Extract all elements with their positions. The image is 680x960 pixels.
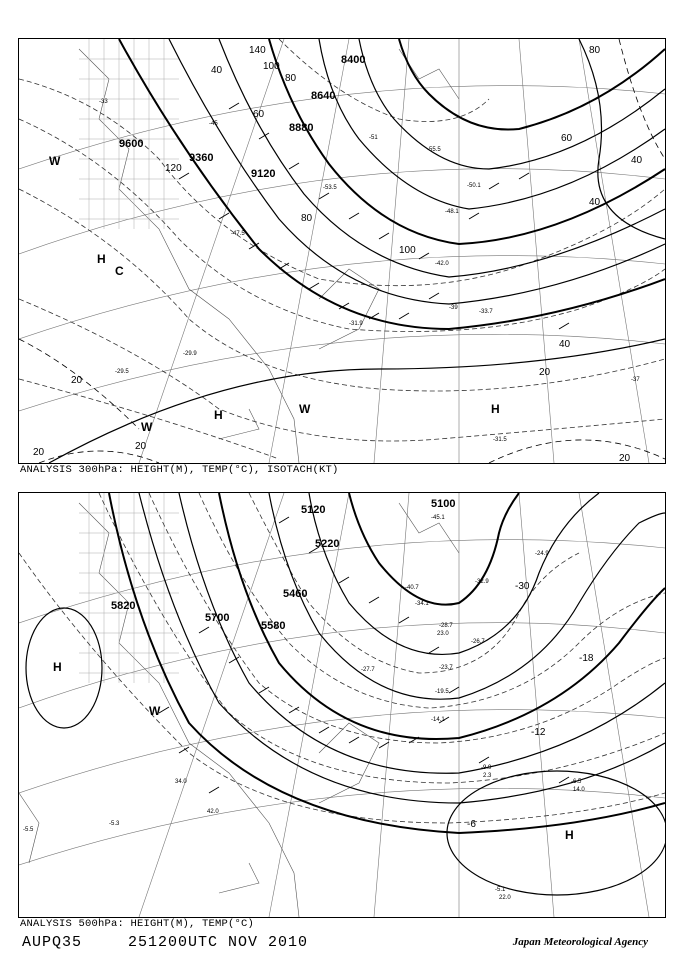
temp-label: -45 [209, 121, 218, 127]
temp-label: -24.9 [535, 551, 549, 557]
warm-center: W [299, 402, 311, 416]
isotach-label: 20 [33, 447, 45, 458]
warm-center: W [149, 704, 161, 718]
height-label-9600: 9600 [119, 138, 144, 150]
temp-label: -45.1 [431, 515, 445, 521]
isotherm-label: -12 [531, 727, 546, 738]
isotach-label: 80 [589, 45, 601, 56]
height-label-5460: 5460 [283, 588, 308, 600]
temp-label: -48.1 [445, 209, 459, 215]
temp-label: -33.7 [479, 309, 493, 315]
temp-label: -5.3 [109, 821, 120, 827]
isotherms [19, 39, 665, 459]
temp-label: 23.0 [437, 631, 449, 637]
height-label-5100: 5100 [431, 498, 456, 510]
terrain-hatch [79, 493, 179, 683]
terrain-hatch [79, 39, 179, 229]
warm-center: W [49, 154, 61, 168]
wind-barbs [159, 517, 569, 793]
coastline [79, 49, 459, 463]
isotherm-label: -6 [467, 819, 476, 830]
isotach-label: 20 [539, 367, 551, 378]
high-center: H [214, 408, 223, 422]
height-label-5120: 5120 [301, 504, 326, 516]
temp-label: -14.1 [431, 717, 445, 723]
temp-label: 2.3 [483, 773, 492, 779]
isotach-label: 100 [399, 245, 416, 256]
temp-label: -42.0 [435, 261, 449, 267]
temp-label: -5.5 [23, 827, 34, 833]
isotach-label: 60 [253, 109, 265, 120]
isotach-label: 20 [619, 453, 631, 463]
graticule [19, 493, 665, 917]
height-labels [111, 498, 455, 632]
isotach-label: 40 [559, 339, 571, 350]
temp-label: -33 [99, 99, 108, 105]
height-label-9360: 9360 [189, 152, 214, 164]
temp-label: 34.0 [175, 779, 187, 785]
isotach-label: 60 [561, 133, 573, 144]
height-label-8640: 8640 [311, 90, 336, 102]
pressure-centers [53, 660, 574, 842]
temp-label: 14.0 [573, 787, 585, 793]
bulletin-code: AUPQ35 [22, 934, 83, 951]
isotach-label: 80 [285, 73, 297, 84]
temp-label: -28.7 [439, 623, 453, 629]
temp-label: -53.5 [323, 185, 337, 191]
upper-map-300hpa-canvas [19, 39, 665, 463]
agency-name: Japan Meteorological Agency [512, 936, 648, 948]
temp-label: -6.5 [571, 779, 582, 785]
temp-label: 22.0 [499, 895, 511, 901]
cold-center: C [115, 264, 124, 278]
isotherm-label: -30 [515, 581, 530, 592]
temp-label: -26.7 [471, 639, 485, 645]
height-label-5820: 5820 [111, 600, 136, 612]
isotach-label: 40 [589, 197, 601, 208]
height-label-5700: 5700 [205, 612, 230, 624]
pressure-centers [49, 154, 500, 434]
temp-label: -19.5 [435, 689, 449, 695]
high-center: H [565, 828, 574, 842]
temp-label: -5.1 [495, 887, 506, 893]
analysis-datetime: 251200UTC NOV 2010 [128, 934, 309, 951]
temp-label: -31.5 [493, 437, 507, 443]
isotach-label: 20 [135, 441, 147, 452]
temp-label: -9.9 [481, 765, 492, 771]
temp-label: -23.7 [439, 665, 453, 671]
temp-label: -27.7 [361, 667, 375, 673]
height-label-8400: 8400 [341, 54, 366, 66]
temp-label: -47.5 [231, 231, 245, 237]
isotach-label: 80 [301, 213, 313, 224]
temp-label: 42.0 [207, 809, 219, 815]
isotach-label: 100 [263, 61, 280, 72]
temp-label: -40.7 [405, 585, 419, 591]
coastline [19, 503, 459, 917]
upper-map-500hpa-canvas [19, 493, 665, 917]
isotherm-label: -18 [579, 653, 594, 664]
high-center: H [97, 252, 106, 266]
isotach-label: 40 [211, 65, 223, 76]
height-label-5220: 5220 [315, 538, 340, 550]
isotach-label: 120 [165, 163, 182, 174]
isotach-label: 140 [249, 45, 266, 56]
temp-label: -34.1 [415, 601, 429, 607]
height-label-9120: 9120 [251, 168, 276, 180]
upper-map-500hpa [18, 492, 666, 918]
isotach-label: 20 [71, 375, 83, 386]
temp-label: -29.5 [115, 369, 129, 375]
temp-label: -51 [369, 135, 378, 141]
temp-label: -32.9 [475, 579, 489, 585]
isotach-label: 40 [631, 155, 643, 166]
temp-label: -31.9 [349, 321, 363, 327]
high-center: H [491, 402, 500, 416]
temp-label: -50.1 [467, 183, 481, 189]
warm-center: W [141, 420, 153, 434]
temp-label: -39 [449, 305, 458, 311]
height-contours [49, 39, 665, 463]
temp-label: -37 [631, 377, 640, 383]
lower-map-caption: ANALYSIS 500hPa: HEIGHT(M), TEMP(°C) [20, 918, 255, 930]
temp-label: -55.5 [427, 147, 441, 153]
upper-map-caption: ANALYSIS 300hPa: HEIGHT(M), TEMP(°C), ISOTACH(KT) [20, 464, 339, 476]
height-label-8880: 8880 [289, 122, 314, 134]
height-label-5580: 5580 [261, 620, 286, 632]
upper-map-300hpa [18, 38, 666, 464]
high-center: H [53, 660, 62, 674]
temp-label: -29.9 [183, 351, 197, 357]
